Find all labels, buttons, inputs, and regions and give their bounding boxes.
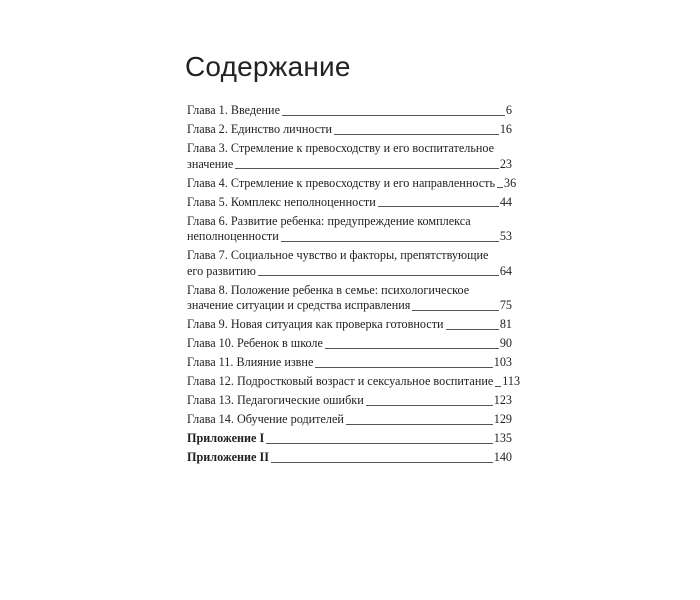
dot-leader xyxy=(378,206,499,207)
toc-entry-appendix xyxy=(187,431,512,447)
toc-entry-page: 123 xyxy=(493,393,512,407)
toc-entry-title: Глава 2. Единство личности xyxy=(187,122,333,136)
toc-entry-line xyxy=(187,355,512,371)
toc-entry-line xyxy=(187,141,512,157)
toc-entry-line xyxy=(187,374,521,390)
toc-entry xyxy=(187,248,512,279)
dot-leader xyxy=(497,187,503,188)
dot-leader xyxy=(446,329,499,330)
toc-entry-line xyxy=(187,103,512,119)
toc-entry-line xyxy=(187,412,512,428)
toc-entry-title-continued: его развитию xyxy=(187,263,256,278)
toc-entry-page: 90 xyxy=(499,336,512,350)
toc-entry-page: 140 xyxy=(493,450,512,464)
toc-entry xyxy=(187,122,512,138)
toc-entry-line xyxy=(187,317,512,333)
toc-entry-title: Глава 11. Влияние извне xyxy=(187,355,314,369)
toc-entry xyxy=(187,214,512,245)
dot-leader xyxy=(346,424,493,425)
dot-leader xyxy=(366,405,493,406)
toc-entry xyxy=(187,103,512,119)
toc-entry-page: 129 xyxy=(493,412,512,426)
dot-leader xyxy=(266,443,492,444)
toc-entry-page: 36 xyxy=(504,175,517,190)
dot-leader xyxy=(334,134,499,135)
toc-entry xyxy=(187,336,512,352)
toc-entry-title: Глава 8. Положение ребенка в семье: психологическое xyxy=(187,282,470,297)
toc-entry-title: Глава 7. Социальное чувство и факторы, препятствующие xyxy=(187,248,489,262)
toc-entry-title-continued: неполноценности xyxy=(187,229,279,243)
toc-entry-title: Глава 9. Новая ситуация как проверка готовности xyxy=(187,317,444,331)
toc-entry xyxy=(187,393,512,409)
toc-entry-line xyxy=(187,195,512,211)
toc-entry-page: 75 xyxy=(499,298,512,312)
dot-leader xyxy=(258,275,499,276)
toc-entry-line xyxy=(187,248,512,264)
toc-entry-page: 6 xyxy=(505,103,512,117)
dot-leader xyxy=(315,367,492,368)
dot-leader xyxy=(281,241,499,242)
toc-entry-page: 64 xyxy=(499,263,512,278)
toc-entry-title: Глава 5. Комплекс неполноценности xyxy=(187,194,376,209)
toc-entry-line xyxy=(187,122,512,138)
toc-entry-page: 135 xyxy=(493,431,512,445)
toc-entry-appendix xyxy=(187,450,512,466)
toc-entry-line xyxy=(187,175,517,192)
toc-entry xyxy=(187,175,517,192)
toc-entry xyxy=(187,317,512,333)
toc-entry xyxy=(187,283,512,314)
toc-entry-title: Приложение II xyxy=(187,450,269,464)
toc-entry-line xyxy=(187,264,512,280)
toc-entry-title: Глава 1. Введение xyxy=(187,103,280,117)
toc-entry-page: 53 xyxy=(499,229,512,243)
toc-entry-page: 16 xyxy=(499,122,512,136)
dot-leader xyxy=(271,462,493,463)
toc-entry-page: 44 xyxy=(499,194,512,209)
dot-leader xyxy=(412,310,498,311)
toc-entry-title: Глава 10. Ребенок в школе xyxy=(187,336,323,350)
toc-entry-title: Глава 12. Подростковый возраст и сексуальное воспитание xyxy=(187,374,494,388)
toc-entry-line xyxy=(187,157,512,173)
toc-entry-line xyxy=(187,229,512,245)
toc-entry-page: 103 xyxy=(493,355,512,369)
toc-entry-title: Приложение I xyxy=(187,431,265,445)
toc-entry xyxy=(187,412,512,428)
toc-entry-line xyxy=(187,283,512,299)
toc-entry-title-continued: значение ситуации и средства исправления xyxy=(187,298,411,312)
toc-entry xyxy=(187,355,512,371)
table-of-contents xyxy=(187,103,521,469)
toc-entry-title-continued: значение xyxy=(187,156,234,171)
dot-leader xyxy=(325,348,499,349)
dot-leader xyxy=(495,386,501,387)
toc-entry xyxy=(187,374,521,390)
toc-entry-line xyxy=(187,393,512,409)
toc-entry-line xyxy=(187,431,512,447)
toc-entry-title: Глава 6. Развитие ребенка: предупреждение комплекса xyxy=(187,213,471,228)
toc-entry-line xyxy=(187,298,512,314)
toc-entry-line xyxy=(187,336,512,352)
dot-leader xyxy=(282,115,505,116)
toc-entry-page: 23 xyxy=(499,156,512,171)
toc-entry-title: Глава 14. Обучение родителей xyxy=(187,412,344,426)
toc-entry xyxy=(187,141,512,172)
toc-entry-line xyxy=(187,450,512,466)
dot-leader xyxy=(235,168,499,169)
toc-entry xyxy=(187,195,512,211)
page-title: Содержание xyxy=(185,51,351,82)
toc-entry-title: Глава 3. Стремление к превосходству и его воспитательное xyxy=(187,141,495,155)
toc-entry-page: 113 xyxy=(502,374,521,388)
toc-entry-title: Глава 4. Стремление к превосходству и его направленность xyxy=(187,175,496,190)
toc-entry-title: Глава 13. Педагогические ошибки xyxy=(187,393,364,407)
toc-entry-line xyxy=(187,214,512,230)
toc-entry-page: 81 xyxy=(499,317,512,331)
